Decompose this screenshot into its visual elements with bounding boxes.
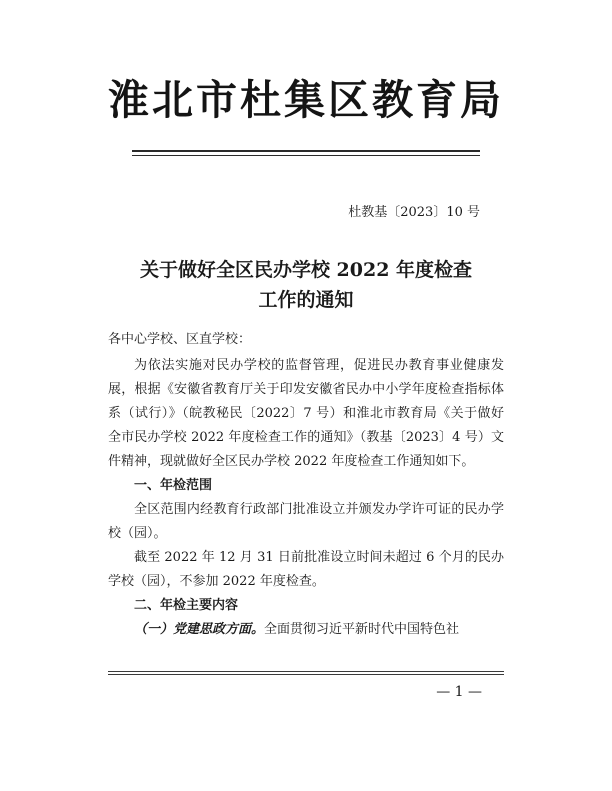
document-title-line-2: 工作的通知: [258, 289, 354, 311]
intro-paragraph: 为依法实施对民办学校的监督管理，促进民办教育事业健康发展，根据《安徽省教育厅关于印发安徽省民办中小学年度检查指标体系（试行）》（皖教秘民〔2022〕7 号）和淮北市教育局《关于做好全市民办学校 2022 年度检查工作的通知》（教基〔2023〕4 号）文件精神，现就做好全区民办学校 2022 年度检查工作通知如下。: [108, 358, 504, 469]
document-number: 杜教基〔2023〕10 号: [348, 205, 480, 220]
section-2-heading: 二、年检主要内容: [134, 598, 239, 613]
section-1-heading: 一、年检范围: [134, 478, 213, 493]
footer-rule-1: [108, 671, 504, 672]
document-title-line-1: 关于做好全区民办学校 2022 年度检查: [139, 259, 473, 281]
issuing-authority-header: 淮北市杜集区教育局: [108, 76, 504, 124]
section-2-item-1-lead: （一）党建思政方面。: [134, 622, 265, 637]
document-title: [0, 255, 612, 315]
document-body: [108, 354, 504, 642]
section-1-paragraph-2: 截至 2022 年 12 月 31 日前批准设立时间未超过 6 个月的民办学校（园），不参加 2022 年度检查。: [108, 550, 504, 589]
header-rule-thick: [132, 150, 480, 152]
section-2-item-1: [108, 618, 504, 642]
section-1-paragraph-1: 全区范围内经教育行政部门批准设立并颁发办学许可证的民办学校（园）。: [108, 502, 504, 541]
section-2-item-1-text: 全面贯彻习近平新时代中国特色社: [264, 622, 460, 637]
header-rule-thin: [132, 155, 480, 156]
page-number: — 1 —: [436, 684, 482, 700]
addressee: 各中心学校、区直学校：: [108, 332, 252, 347]
footer-rule-2: [108, 674, 504, 675]
